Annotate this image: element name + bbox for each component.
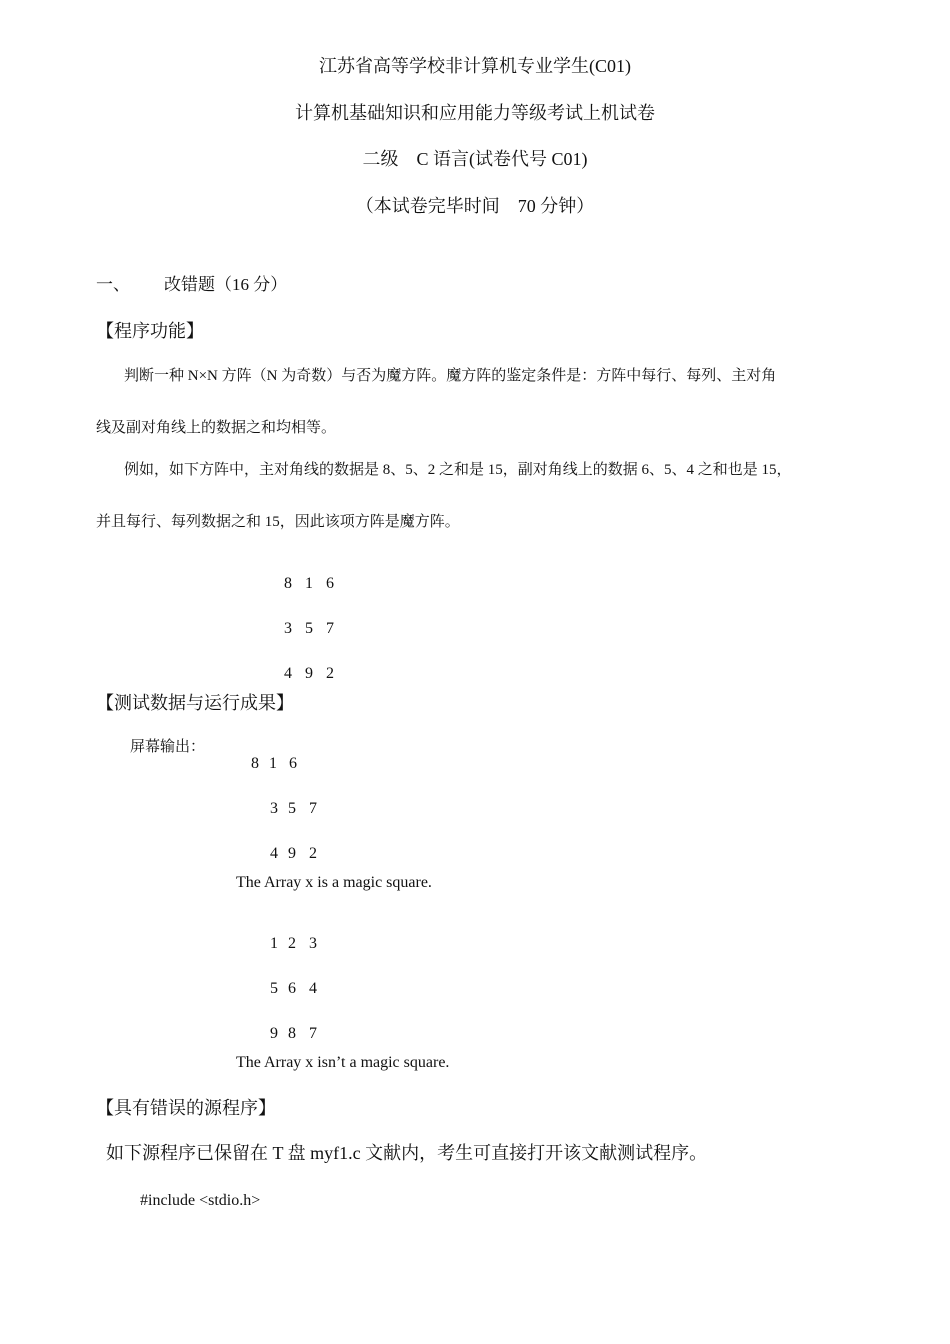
code-line: #include <stdio.h>	[140, 1192, 261, 1209]
matrix-cell: 3	[270, 800, 278, 817]
matrix-cell: 7	[326, 620, 334, 637]
matrix-row	[268, 650, 334, 698]
matrix-cell: 8	[251, 755, 259, 772]
matrix-cell: 3	[309, 935, 317, 952]
matrix-cell: 2	[288, 935, 296, 952]
source-heading: 【具有错误的源程序】	[96, 1098, 276, 1118]
matrix-cell: 9	[270, 1025, 278, 1042]
matrix-cell: 5	[288, 800, 296, 817]
matrix-cell: 9	[288, 845, 296, 862]
matrix-cell: 1	[305, 575, 313, 592]
matrix-cell: 4	[284, 665, 292, 682]
matrix-cell: 7	[309, 800, 317, 817]
function-para2-line1: 例如，如下方阵中，主对角线的数据是 8、5、2 之和是 15，副对角线上的数据 6、5、4 之和也是 15，	[124, 462, 792, 478]
source-intro: 如下源程序已保留在 T 盘 myf1.c 文献内，考生可直接打开该文献测试程序。	[106, 1143, 708, 1163]
matrix-row	[254, 920, 317, 968]
matrix-cell: 7	[309, 1025, 317, 1042]
function-para2-line2: 并且每行、每列数据之和 15，因此该项方阵是魔方阵。	[96, 514, 460, 530]
matrix-cell: 4	[270, 845, 278, 862]
matrix-cell: 1	[270, 935, 278, 952]
matrix-cell: 8	[288, 1025, 296, 1042]
matrix-row	[254, 965, 317, 1013]
title-line-2: 计算机基础知识和应用能力等级考试上机试卷	[295, 103, 655, 123]
function-para1-line2: 线及副对角线上的数据之和均相等。	[96, 420, 337, 436]
matrix-cell: 1	[269, 755, 277, 772]
test-heading: 【测试数据与运行成果】	[96, 693, 294, 713]
matrix-cell: 9	[305, 665, 313, 682]
matrix-row	[254, 1010, 317, 1058]
matrix-cell: 5	[270, 980, 278, 997]
matrix-cell: 6	[326, 575, 334, 592]
title-line-1: 江苏省高等学校非计算机专业学生(C01)	[319, 56, 631, 76]
matrix-cell: 4	[309, 980, 317, 997]
matrix-cell: 2	[326, 665, 334, 682]
title-line-4: （本试卷完毕时间 70 分钟）	[355, 196, 595, 216]
function-para1-line1: 判断一种 N×N 方阵（N 为奇数）与否为魔方阵。魔方阵的鉴定条件是：方阵中每行、每列、主对角	[124, 368, 777, 384]
matrix-row	[254, 830, 317, 878]
matrix-row	[235, 740, 297, 788]
result-text-2: The Array x isn’t a magic square.	[236, 1054, 450, 1071]
matrix-row	[268, 605, 334, 653]
section-heading: 改错题（16 分）	[164, 275, 288, 294]
matrix-cell: 5	[305, 620, 313, 637]
matrix-cell: 3	[284, 620, 292, 637]
section-number: 一、	[96, 275, 130, 294]
title-line-3: 二级 C 语言(试卷代号 C01)	[362, 149, 588, 169]
matrix-cell: 6	[288, 980, 296, 997]
matrix-cell: 6	[289, 755, 297, 772]
matrix-row	[268, 560, 334, 608]
matrix-cell: 2	[309, 845, 317, 862]
result-text-1: The Array x is a magic square.	[236, 874, 432, 891]
function-heading: 【程序功能】	[96, 321, 204, 341]
output-label: 屏幕输出：	[130, 739, 206, 755]
matrix-row	[254, 785, 317, 833]
matrix-cell: 8	[284, 575, 292, 592]
